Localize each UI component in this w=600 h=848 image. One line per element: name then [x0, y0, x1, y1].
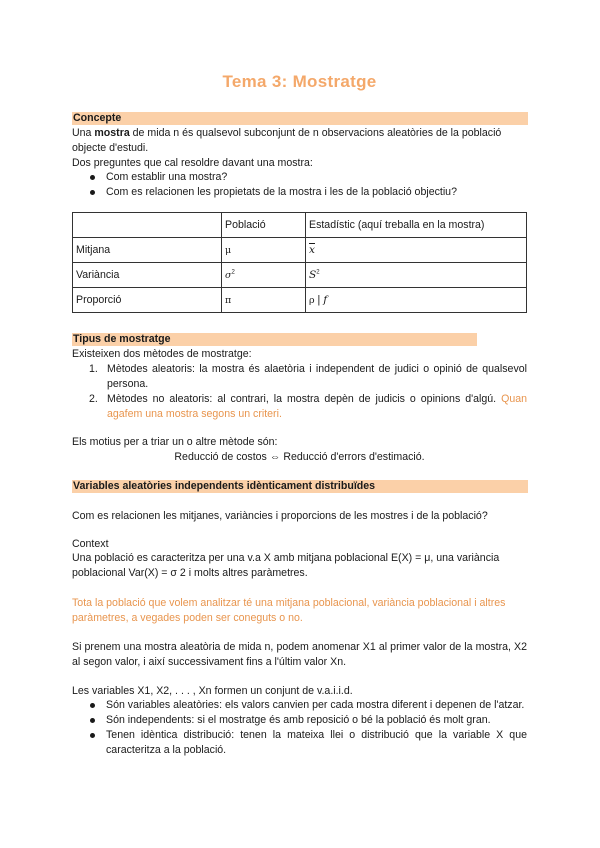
les-variables-text: Les variables X1, X2, . . . , Xn formen un conjunt de v.a.i.i.d.: [72, 685, 353, 697]
list-item: Tenen idèntica distribució: tenen la mateixa llei o distribució que la variable X que caracteritza a la població.: [72, 728, 527, 758]
population-symbol: μ: [222, 238, 306, 263]
context-label: Context: [72, 538, 109, 550]
row-label: Proporció: [73, 288, 222, 313]
population-symbol: $\sigma^2$: [222, 263, 306, 288]
variables-bullet-list: [72, 698, 527, 758]
row-label: Variància: [73, 263, 222, 288]
section-heading-variables: Variables aleatòries independents idènticament distribuïdes: [72, 480, 528, 493]
table-header-row: [73, 213, 527, 238]
list-item: Són variables aleatòries: els valors canvien per cada mostra diferent i depenen de l'atzar.: [72, 698, 527, 713]
context-text: Una població es caracteritza per una v.a X amb mitjana poblacional E(X) = μ, una variància poblacional Var(X) = σ 2 i molts altres paràmetres.: [72, 552, 500, 579]
tipus-intro: Existeixen dos mètodes de mostratge:: [72, 348, 252, 360]
table-row: [73, 288, 527, 313]
concepte-bullet-list: [72, 170, 527, 200]
list-item: Com establir una mostra?: [72, 170, 527, 185]
motius-text: Els motius per a triar un o altre mètode són:: [72, 436, 278, 448]
table-row: [73, 263, 527, 288]
statistic-symbol: $\overline{x}$: [306, 238, 527, 263]
table-header-cell: [73, 213, 222, 238]
concepte-definition: Una mostra de mida n és qualsevol subconjunt de n observacions aleatòries de la població objecte d'estudi.: [72, 127, 502, 154]
concepte-intro: Dos preguntes que cal resoldre davant una mostra:: [72, 157, 313, 169]
orange-note: Tota la població que volem analitzar té una mitjana poblacional, variància poblacional i altres paràmetres, a vegades poden ser coneguts o no.: [72, 597, 506, 624]
list-item: Són independents: si el mostratge és amb reposició o bé la població és molt gran.: [72, 713, 527, 728]
page-title: Tema 3: Mostratge: [222, 72, 377, 91]
table-header-cell: Estadístic (aquí treballa en la mostra): [306, 213, 527, 238]
section-heading-concepte: Concepte: [72, 112, 528, 125]
population-symbol: π: [222, 288, 306, 313]
comparison-table: [72, 212, 527, 313]
table-header-cell: Població: [222, 213, 306, 238]
statistic-symbol: ρ | f: [306, 288, 527, 313]
list-item: Com es relacionen les propietats de la mostra i les de la població objectiu?: [72, 185, 527, 200]
statistic-symbol: $S^2$: [306, 263, 527, 288]
variables-question: Com es relacionen les mitjanes, variàncies i proporcions de les mostres i de la població?: [72, 510, 488, 522]
tipus-numbered-list: [72, 362, 527, 422]
list-item: 1. Mètodes aleatoris: la mostra és alaetòria i independent de judici o opinió de qualsevol persona.: [89, 363, 527, 390]
list-item: 2. Mètodes no aleatoris: al contrari, la mostra depèn de judicis o opinions d'algú. Quan agafem una mostra segons un criteri.: [89, 393, 527, 420]
row-label: Mitjana: [73, 238, 222, 263]
reduccio-text: Reducció de costos ⇔ Reducció d'errors d'estimació.: [174, 451, 425, 463]
section-heading-tipus: Tipus de mostratge: [72, 333, 477, 346]
table-row: [73, 238, 527, 263]
si-prenem-text: Si prenem una mostra aleatòria de mida n, podem anomenar X1 al primer valor de la mostra, X2 al segon valor, i així successivament fins a l'últim valor Xn.: [72, 641, 527, 668]
